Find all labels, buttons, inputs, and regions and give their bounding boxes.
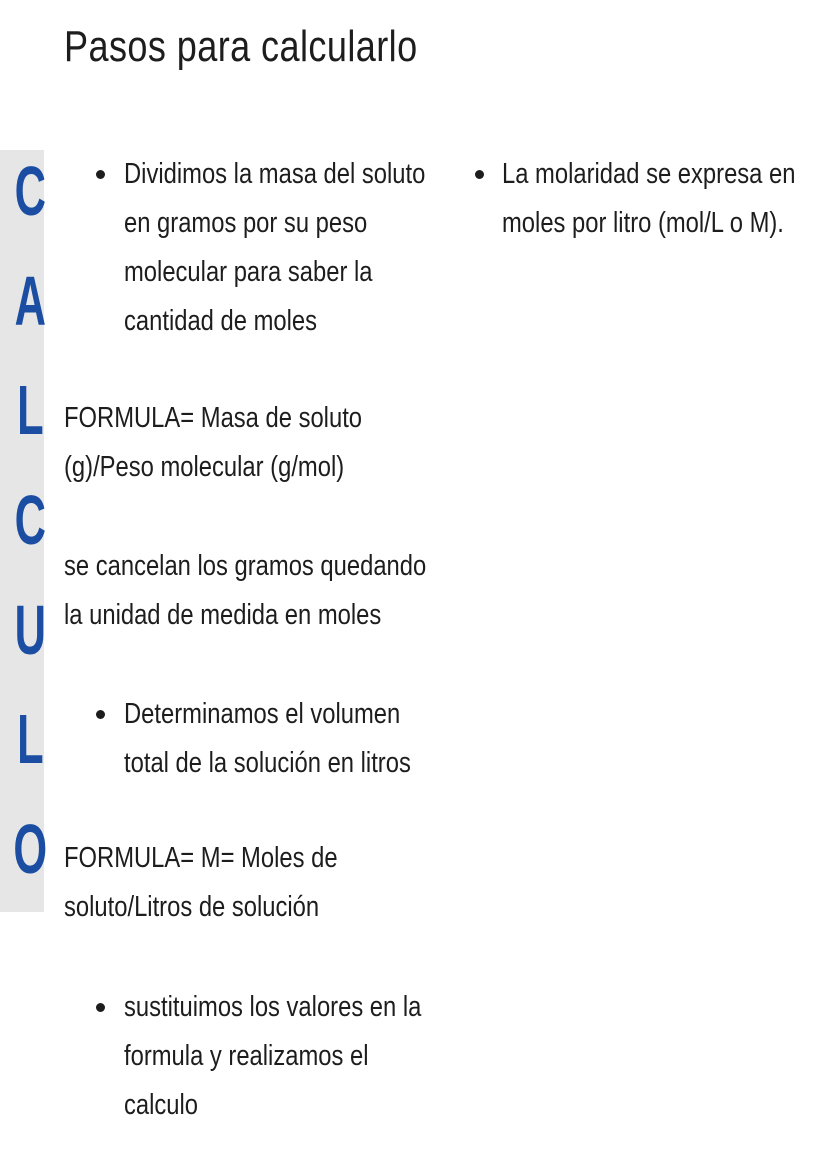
bullet-icon — [96, 1003, 105, 1012]
cancel-note — [64, 542, 506, 640]
formula2-line-2: soluto/Litros de solución — [64, 891, 320, 923]
step3-line-2: formula y realizamos el — [124, 1040, 369, 1072]
molarity-note — [502, 150, 828, 248]
step3-line-3: calculo — [124, 1089, 199, 1121]
bullet-icon — [475, 170, 484, 179]
step3-line-1: sustituimos los valores en la — [124, 991, 422, 1023]
step2-line-2: total de la solución en litros — [124, 747, 411, 779]
formula1-line-1: FORMULA= Masa de soluto — [64, 402, 363, 434]
side-word-calculo — [0, 150, 60, 890]
page-title: Pasos para calcularlo — [64, 22, 418, 71]
step1-line-4: cantidad de moles — [124, 305, 318, 337]
step1-line-2: en gramos por su peso — [124, 207, 368, 239]
bullet-icon — [96, 710, 105, 719]
formula2-line-1: FORMULA= M= Moles de — [64, 842, 338, 874]
formula-moles — [64, 394, 427, 492]
side-letter-l1: L — [16, 371, 44, 450]
molarity-line-1: La molaridad se expresa en — [502, 158, 796, 190]
molarity-line-2: moles por litro (mol/L o M). — [502, 207, 784, 239]
side-letter-a: A — [14, 261, 46, 340]
step2-text — [124, 690, 474, 788]
step3-text — [124, 983, 487, 1130]
side-letter-u: U — [14, 590, 46, 669]
side-letter-c2: C — [14, 480, 46, 559]
step1-text — [124, 150, 491, 346]
step1-line-3: molecular para saber la — [124, 256, 373, 288]
side-letter-o: O — [13, 809, 47, 888]
note-line-1: se cancelan los gramos quedando — [64, 550, 427, 582]
step1-line-1: Dividimos la masa del soluto — [124, 158, 426, 190]
side-letter-c1: C — [14, 152, 46, 230]
step2-line-1: Determinamos el volumen — [124, 698, 401, 730]
formula1-line-2: (g)/Peso molecular (g/mol) — [64, 451, 345, 483]
side-letter-l2: L — [16, 700, 44, 779]
bullet-icon — [96, 170, 105, 179]
formula-molarity — [64, 834, 398, 932]
note-line-2: la unidad de medida en moles — [64, 599, 382, 631]
